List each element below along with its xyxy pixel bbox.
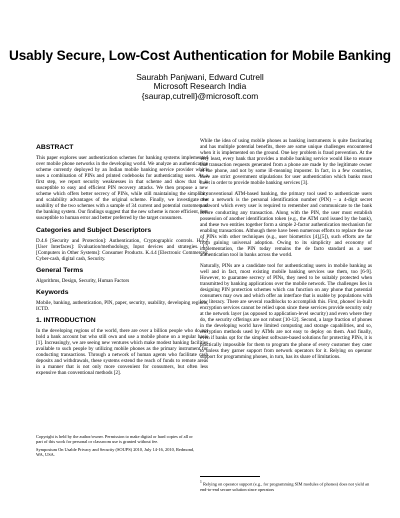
categories-heading: Categories and Subject Descriptors xyxy=(36,226,152,234)
right-column xyxy=(200,138,372,365)
footnote-rule xyxy=(200,476,260,477)
abstract-text: This paper explores user authentication schemes for banking systems implemented over mobile phone networks in the developing world. We analyze an authentication scheme currently deployed by an Indian mobile banking service provider which uses a combination of PINs and printed codebooks for authenticating users. As a first step, we report security weaknesses in that scheme and show that it is susceptible to easy and efficient PIN recovery attacks. We then propose a new scheme which offers better secrecy of PINs, while still maintaining the simplicity and scalability advantages of the original scheme. Finally, we investigate the usability of the two schemes with a sample of 34 current and potential customers of the banking system. Our findings suggest that the new scheme is more efficient, less susceptible to human error and better preferred by the target consumers. xyxy=(36,155,208,222)
general-terms-heading: General Terms xyxy=(36,266,84,274)
copyright-block xyxy=(36,434,200,459)
author-names: Saurabh Panjwani, Edward Cutrell xyxy=(136,72,264,82)
footnote-mark: 1 xyxy=(200,480,202,484)
abstract-heading: ABSTRACT xyxy=(36,144,74,151)
introduction-heading: 1. INTRODUCTION xyxy=(36,316,96,324)
body-paragraph: Naturally, PINs are a candidate tool for authenticating users in mobile banking as well and in fact, most existing mobile banking services use them, too [6-9]. However, to guarantee secrecy of PINs, they need to be suitably protected when transmitted by banking applications over the mobile network. The challenges lies in designing PIN protection schemes which can function on any phone that potential consumers may own and which offer an interface that is usable by populations with low literacy. There are several roadblocks to accomplish this. First, phones' in-built encryption services cannot be relied upon since these services provide security only at the network layer (as opposed to application-level security) and even where they do, the security offerings are not robust [10-12]. Second, a large fraction of phones in the developing world have limited computing and storage capabilities, and so, encryption methods used by ATMs are not easy to deploy on them. And finally, even if banks opt for the simplest software-based solutions for protecting PINs, it is practically impossible for them to program the phone of every customer they cater to unless they garner support from network operators for it. Relying on operator support for programming phones, in turn, has its share of limitations. xyxy=(200,262,372,360)
author-block xyxy=(0,73,400,101)
author-affiliation: Microsoft Research India xyxy=(153,81,247,92)
footnote-text: Relying on operator support (e.g., for programming SIM modules of phones) does not yield an end-to-end secure solution since operators xyxy=(200,481,370,492)
keywords-heading: Keywords xyxy=(36,288,69,296)
body-paragraph: While the idea of using mobile phones as banking instruments is quite fascinating and has multiple potential benefits, there are some unique challenges encountered when it is implemented on the ground. One key problem is fraud prevention. At the very least, every bank that provides a mobile banking service would like to ensure that transaction requests generated from a phone are made by the legitimate owner of the phone, and not by some ill-meaning imposter. In fact, in a few countries, there are strict government stipulations for user authentication which banks must meet in order to provide mobile banking services [3]. xyxy=(200,138,372,187)
keywords-text: Mobile, banking, authentication, PIN, paper, security, usability, developing regions, ICTD. xyxy=(36,299,208,312)
introduction-text: In the developing regions of the world, there are over a billion people who do not hold a bank account but who still own and use a mobile phone on a regular basis [1]. Increasingly, we are seeing new ventures which make modest banking facilities available to such people by utilizing mobile phones as the primary instrument for conducting transactions. Through a network of human agents who facilitate cash deposits and withdrawals, these systems extend the reach of funds to remote areas in a manner that is not only more convenient for consumers, but often less expensive than conventional methods [2]. xyxy=(36,327,208,377)
general-terms-text: Algorithms, Design, Security, Human Factors xyxy=(36,277,130,284)
categories-text: D.4.6 [Security and Protection]: Authentication, Cryptographic controls. H.5.2 [User Interfaces]: Evaluation/methodology, Input devices and strategies. J.7 [Computers in Other Systems]: Consumer Products. K.4.4 [Electronic Commerce]: Cyber-cash, digital cash, Security. xyxy=(36,237,208,262)
paper-title: Usably Secure, Low-Cost Authentication for Mobile Banking xyxy=(8,48,391,63)
footnote xyxy=(200,480,372,492)
copyright-venue: Symposium On Usable Privacy and Security (SOUPS) 2010, July 14-16, 2010, Redmond, WA, USA. xyxy=(36,446,195,457)
body-paragraph: In conventional ATM-based banking, the primary tool used to authenticate users over a network is the personal identification number (PIN) – a 4-digit secret password which every user is required to remember and communicate to the bank before conducting any transaction. Along with the PIN, the user must establish possession of another identification token (e.g., the ATM card issued by the bank), and these two entities together form a simple 2-factor authentication mechanism for enabling transactions. Although there have been numerous efforts to replace the use of PINs with other techniques (e.g., user biometrics [4],[5]), such efforts are far from gaining universal adoption. Owing to its simplicity and economy of implementation, the PIN today remains the de facto standard as a user authentication tool in banks across the world. xyxy=(200,191,372,258)
copyright-notice: Copyright is held by the author/owner. Permission to make digital or hard copies of all or part of this work for personal or classroom use is granted without fee. xyxy=(36,434,193,445)
author-email: {saurap,cutrell}@microsoft.com xyxy=(141,90,259,101)
left-column xyxy=(36,144,208,381)
